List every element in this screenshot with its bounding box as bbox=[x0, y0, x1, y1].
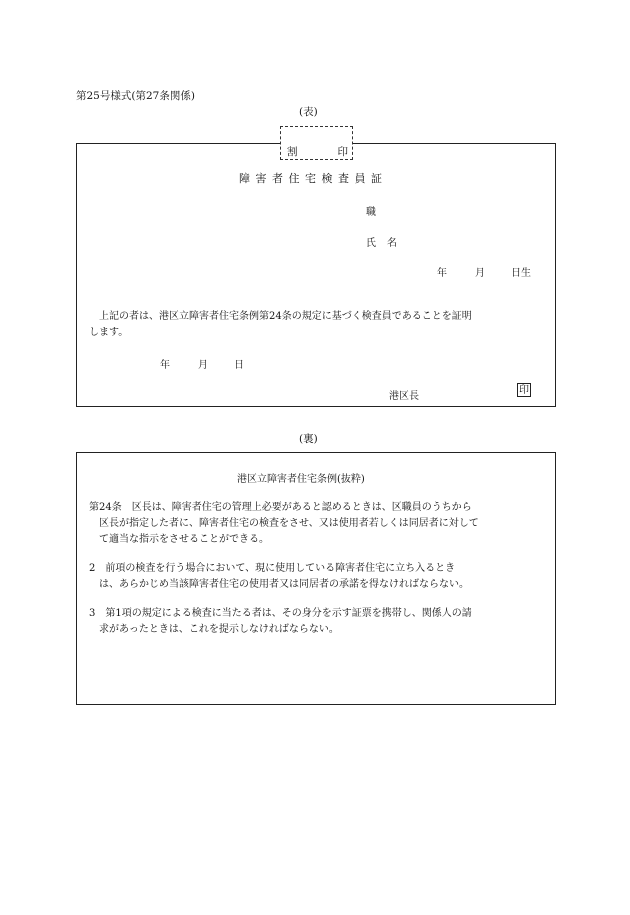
tally-seal-char-2: 印 bbox=[337, 146, 348, 158]
official-seal-mark: 印 bbox=[519, 385, 529, 396]
paragraph-3-line-1: 3 第1項の規定による検査に当たる者は、その身分を示す証票を携帯し、関係人の請 bbox=[89, 608, 472, 619]
certification-statement bbox=[89, 309, 549, 341]
issuer-name: 港区長 bbox=[389, 391, 419, 402]
article-24-line-3: て適当な指示をさせることができる。 bbox=[99, 534, 269, 545]
tally-seal-box bbox=[280, 126, 353, 160]
certificate-title: 障害者住宅検査員証 bbox=[239, 172, 388, 185]
ordinance-excerpt-title: 港区立障害者住宅条例(抜粋) bbox=[237, 474, 365, 485]
article-24-line-1: 第24条 区長は、障害者住宅の管理上必要があると認めるときは、区職員のうちから bbox=[89, 502, 472, 513]
article-24-line-2: 区長が指定した者に、障害者住宅の検査をさせ、又は使用者若しくは同居者に対して bbox=[99, 518, 479, 529]
article-24-paragraph-2 bbox=[89, 561, 549, 593]
paragraph-2-line-2: は、あらかじめ当該障害者住宅の使用者又は同居者の承諾を得なければならない。 bbox=[99, 579, 469, 590]
issue-day-label: 日 bbox=[234, 360, 244, 371]
paragraph-2-line-1: 2 前項の検査を行う場合において、現に使用している障害者住宅に立ち入るとき bbox=[89, 563, 456, 574]
statement-line-2: します。 bbox=[89, 327, 129, 338]
issue-month-label: 月 bbox=[198, 360, 208, 371]
tally-seal-char-1: 割 bbox=[287, 146, 298, 158]
birth-date-row bbox=[437, 264, 531, 279]
issue-date-row bbox=[160, 356, 244, 371]
name-label: 氏名 bbox=[366, 238, 408, 249]
back-side-label: (裏) bbox=[299, 433, 318, 445]
form-number: 第25号様式(第27条関係) bbox=[76, 90, 195, 102]
article-24-paragraph-3 bbox=[89, 606, 549, 638]
job-title-label: 職 bbox=[366, 207, 376, 218]
statement-line-1: 上記の者は、港区立障害者住宅条例第24条の規定に基づく検査員であることを証明 bbox=[99, 311, 472, 322]
birth-day-label: 日生 bbox=[511, 268, 531, 279]
issue-year-label: 年 bbox=[160, 360, 170, 371]
paragraph-3-line-2: 求があったときは、これを提示しなければならない。 bbox=[99, 624, 339, 635]
birth-month-label: 月 bbox=[475, 268, 485, 279]
article-24 bbox=[89, 500, 549, 548]
birth-year-label: 年 bbox=[437, 268, 447, 279]
front-side-label: (表) bbox=[299, 106, 318, 118]
